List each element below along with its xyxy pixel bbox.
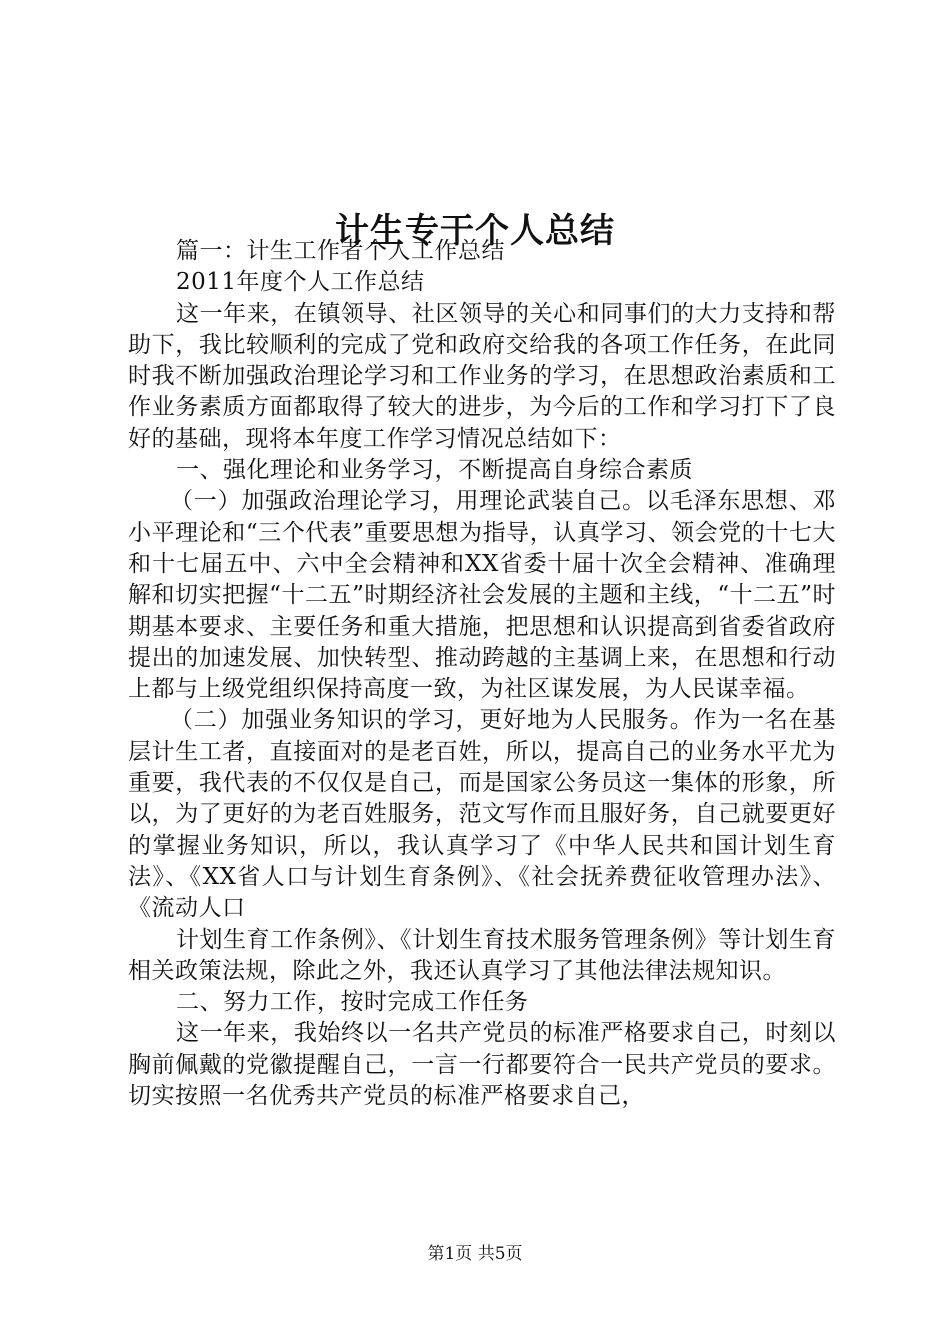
page-number-footer: 第1页 共5页 (427, 1244, 523, 1264)
body-paragraph: （一）加强政治理论学习，用理论武装自己。以毛泽东思想、邓小平理论和“三个代表”重要思想为指导，认真学习、领会党的十七大和十七届五中、六中全会精神和XX省委十届十次全会精神、准确理解和切实把握“十二五”时期经济社会发展的主题和主线，“十二五”时期基本要求、主要任务和重大措施，把思想和认识提高到省委省政府提出的加速发展、加快转型、推动跨越的主基调上来，在思想和行动上都与上级党组织保持高度一致，为社区谋发展，为人民谋幸福。 (128, 488, 836, 703)
body-paragraph: 计划生育工作条例》、《计划生育技术服务管理条例》等计划生育相关政策法规，除此之外，我还认真学习了其他法律法规知识。 (128, 926, 836, 984)
section-heading: 篇一：计生工作者个人工作总结 (176, 238, 505, 264)
section-heading: 二、努力工作，按时完成工作任务 (176, 989, 529, 1016)
section-heading: 一、强化理论和业务学习，不断提高自身综合素质 (176, 457, 693, 484)
document-title: 计生专干个人总结 (335, 210, 615, 251)
body-paragraph: （二）加强业务知识的学习，更好地为人民服务。作为一名在基层计生工者，直接面对的是老百姓，所以，提高自己的业务水平尤为重要，我代表的不仅仅是自己，而是国家公务员这一集体的形象，所以，为了更好的为老百姓服务，范文写作而且服好务，自己就要更好的掌握业务知识，所以，我认真学习了《中华人民共和国计划生育法》、《XX省人口与计划生育条例》、《社会抚养费征收管理办法》、《流动人口 (128, 707, 836, 922)
body-paragraph: 这一年来，在镇领导、社区领导的关心和同事们的大力支持和帮助下，我比较顺利的完成了党和政府交给我的各项工作任务，在此同时我不断加强政治理论学习和工作业务的学习，在思想政治素质和工作业务素质方面都取得了较大的进步，为今后的工作和学习打下了良好的基础，现将本年度工作学习情况总结如下： (128, 300, 836, 452)
body-paragraph: 这一年来，我始终以一名共产党员的标准严格要求自己，时刻以胸前佩戴的党徽提醒自己，一言一行都要符合一民共产党员的要求。切实按照一名优秀共产党员的标准严格要求自己， (128, 1020, 836, 1110)
subheading: 2011年度个人工作总结 (176, 269, 425, 296)
document-body (128, 236, 836, 1112)
